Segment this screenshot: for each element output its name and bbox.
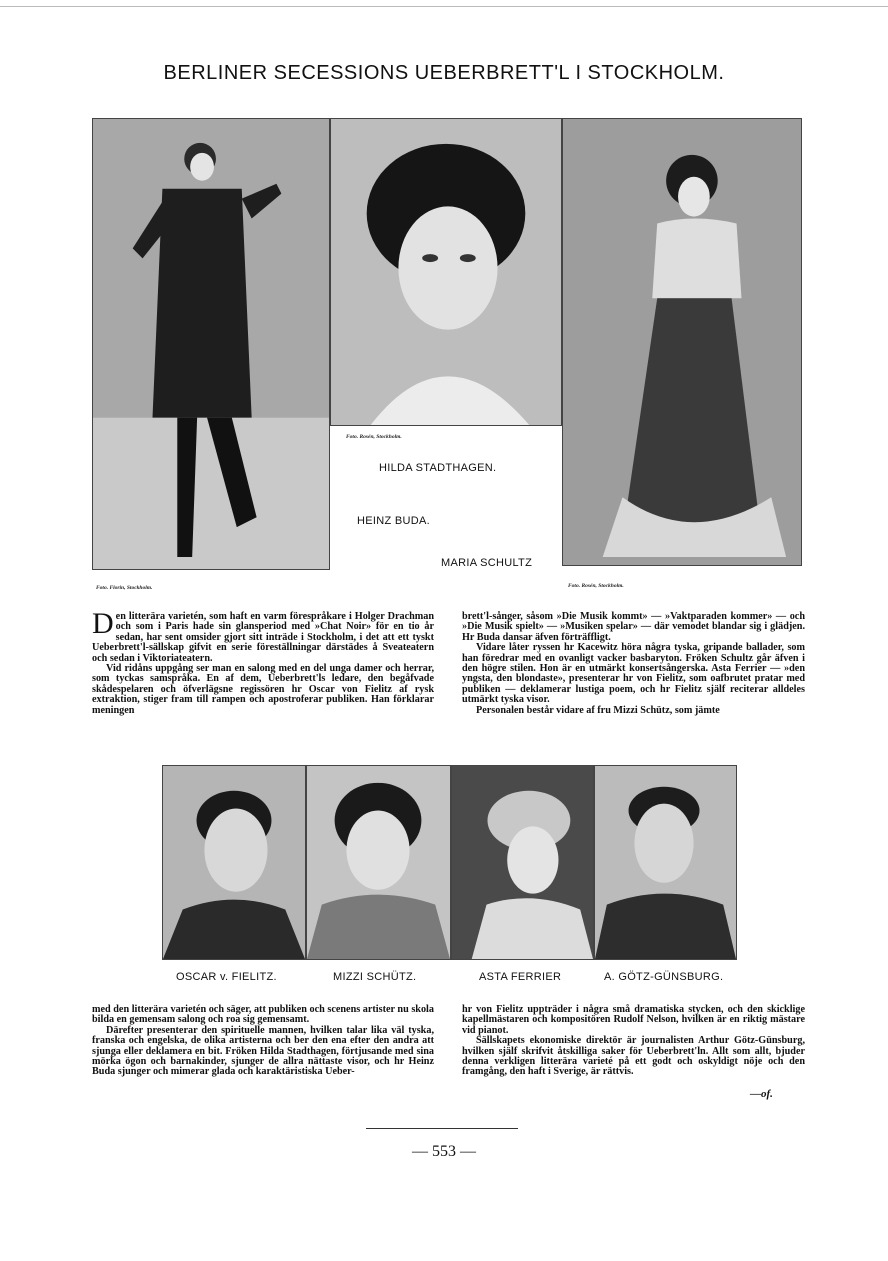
text-column-4 xyxy=(462,1005,805,1078)
caption-hilda-stadthagen: HILDA STADTHAGEN. xyxy=(379,462,497,474)
credit-hilda: Foto. Rosén, Stockholm. xyxy=(346,434,402,440)
caption-heinz-buda: HEINZ BUDA. xyxy=(357,515,430,527)
credit-heinz: Foto. Florin, Stockholm. xyxy=(96,585,153,591)
signature: —of. xyxy=(750,1088,773,1100)
text-column-3 xyxy=(92,1005,434,1078)
photo-maria-schultz xyxy=(562,118,802,566)
caption-asta-ferrier: ASTA FERRIER xyxy=(479,971,562,983)
col1-paragraph-1: en litterära varietén, som haft en varm förespråkare i Holger Drachman och som i Paris hade sin glansperiod med »Chat Noir» för en tio år sedan, har sent omsider gjort sitt inträde i Stockholm, i det att ett tyskt Ueberbrett'l-sällskap gifvit en serie föreställningar därstädes å Sveateatern och sedan i Viktoriateatern. xyxy=(92,611,434,664)
photo-oscar-fielitz xyxy=(162,765,306,960)
text-column-1 xyxy=(92,607,434,716)
article-title: BERLINER SECESSIONS UEBERBRETT'L I STOCKHOLM. xyxy=(163,62,725,84)
col1-paragraph-2: Vid ridåns uppgång ser man en salong med en del unga damer och herrar, som tyckas samspråka. En af dem, Ueberbrett'ls ledare, den begåfvade skådespelaren och öfverlägsne regissören hr Oscar von Fielitz af rysk extraktion, stiger fram till rampen och apostroferar publiken. Han förklarar meningen xyxy=(92,663,434,716)
photo-asta-ferrier xyxy=(451,765,594,960)
text-column-2 xyxy=(462,612,805,716)
caption-oscar-fielitz: OSCAR v. FIELITZ. xyxy=(176,971,277,983)
photo-mizzi-schutz xyxy=(306,765,451,960)
col2-paragraph-1: brett'l-sånger, såsom »Die Musik kommt» — »Vaktparaden kommer» — och »Die Musik spielt» — »Musiken spelar» — där vemodet blandar sig i glädjen. Hr Buda dansar äfven förträffligt. xyxy=(462,611,805,643)
page-number: — 553 — xyxy=(412,1143,476,1160)
col2-paragraph-2: Vidare låter ryssen hr Kacewitz höra några tyska, gripande ballader, som han föredrar med en ovanligt vacker basbaryton. Fröken Schultz går äfven i den högre stilen. Hon är en utmärkt konsertsångerska. Asta Ferrier — »den yngsta, den blondaste», presenterar hr von Fielitz, som oafbrutet pratar med publiken — deklamerar lustiga poem, och hr Fielitz själf reciterar alldeles utmärkt tyska visor. xyxy=(462,642,805,706)
drop-cap: D xyxy=(92,607,114,640)
col3-paragraph-1: med den litterära varietén och säger, att publiken och scenens artister nu skola bilda en gemensam salong och roa sig gemensamt. xyxy=(92,1004,434,1026)
col4-paragraph-2: Sällskapets ekonomiske direktör är journalisten Arthur Götz-Günsburg, hvilken själf skrifvit åtskilliga saker för Ueberbrett'ln. Allt som allt, bjuder denna verkligen litterära varieté på ett godt och oskyldigt nöje och den framgång, den haft i Sverige, är rättvis. xyxy=(462,1035,805,1078)
col4-paragraph-1: hr von Fielitz uppträder i några små dramatiska stycken, och den skicklige kapellmästaren och kompositören Rudolf Nelson, hvilken är en riktig mästare vid pianot. xyxy=(462,1004,805,1036)
credit-maria: Foto. Rosén, Stockholm. xyxy=(568,583,624,589)
caption-gotz-gunsburg: A. GÖTZ-GÜNSBURG. xyxy=(604,971,724,983)
caption-maria-schultz: MARIA SCHULTZ xyxy=(441,557,533,569)
photo-gotz-gunsburg xyxy=(594,765,737,960)
photo-hilda-stadthagen xyxy=(330,118,562,426)
footer-rule xyxy=(366,1128,518,1129)
col2-paragraph-3: Personalen består vidare af fru Mizzi Schütz, som jämte xyxy=(476,704,720,716)
photo-heinz-buda xyxy=(92,118,330,570)
top-rule xyxy=(0,6,888,7)
col3-paragraph-2: Därefter presenterar den spirituelle mannen, hvilken talar lika väl tyska, franska och engelska, de olika artisterna och ber den ena efter den andra att sjunga eller deklamera en bit. Fröken Hilda Stadthagen, förtjusande med sina mörka ögon och barnakinder, sjunger de allra nättaste visor, och hr Heinz Buda sjunger och mimerar glada och karaktäristiska Ueber- xyxy=(92,1024,434,1078)
caption-mizzi-schutz: MIZZI SCHÜTZ. xyxy=(333,971,417,983)
